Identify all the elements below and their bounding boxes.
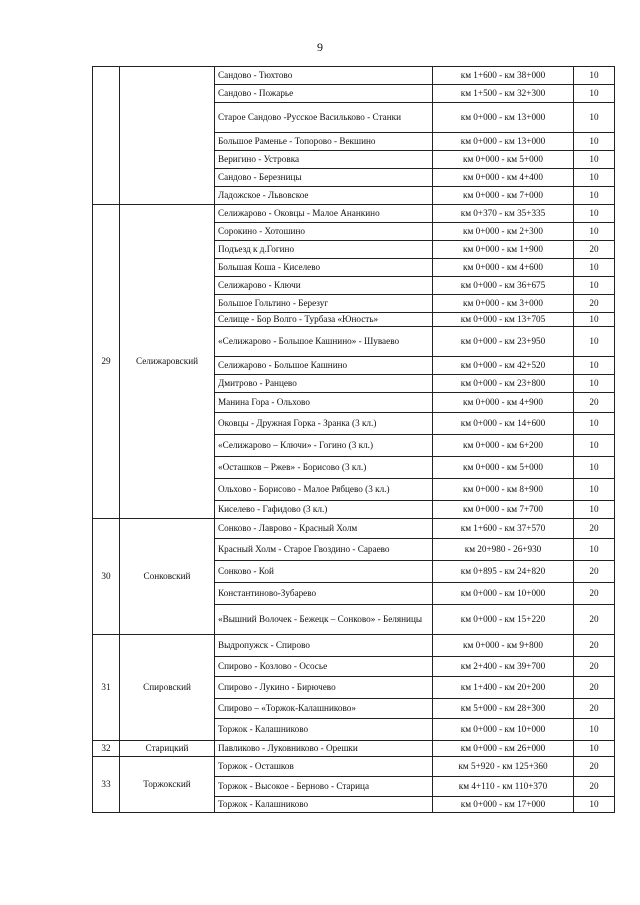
road-km-range: км 0+000 - км 3+000 bbox=[433, 295, 574, 313]
road-name: Сорокино - Хотошино bbox=[215, 223, 433, 241]
road-width: 10 bbox=[574, 259, 615, 277]
road-name: Сонково - Лаврово - Красный Холм bbox=[215, 519, 433, 539]
roads-table-body bbox=[93, 67, 615, 813]
district-name: Старицкий bbox=[120, 741, 215, 757]
road-width: 10 bbox=[574, 375, 615, 393]
road-width: 20 bbox=[574, 657, 615, 677]
road-width: 20 bbox=[574, 777, 615, 797]
road-km-range: км 0+000 - км 5+000 bbox=[433, 151, 574, 169]
road-km-range: км 4+110 - км 110+370 bbox=[433, 777, 574, 797]
road-km-range: км 0+000 - км 17+000 bbox=[433, 797, 574, 813]
road-name: «Селижарово - Большое Кашнино» - Шуваево bbox=[215, 327, 433, 357]
road-km-range: км 0+000 - км 26+000 bbox=[433, 741, 574, 757]
road-name: Селижарово - Оковцы - Малое Ананкино bbox=[215, 205, 433, 223]
district-number: 31 bbox=[93, 635, 120, 741]
road-width: 20 bbox=[574, 605, 615, 635]
road-name: Спирово - Козлово - Ососье bbox=[215, 657, 433, 677]
road-name: Торжок - Калашниково bbox=[215, 797, 433, 813]
district-number: 33 bbox=[93, 757, 120, 813]
road-km-range: км 0+000 - км 23+950 bbox=[433, 327, 574, 357]
road-name: Ладожское - Львовское bbox=[215, 187, 433, 205]
road-width: 20 bbox=[574, 241, 615, 259]
road-km-range: км 0+000 - км 13+705 bbox=[433, 313, 574, 327]
district-number: 32 bbox=[93, 741, 120, 757]
road-name: Веригино - Устровка bbox=[215, 151, 433, 169]
road-width: 10 bbox=[574, 67, 615, 85]
road-km-range: км 5+000 - км 28+300 bbox=[433, 699, 574, 719]
road-width: 10 bbox=[574, 435, 615, 457]
road-name: «Селижарово – Ключи» - Гогино (3 кл.) bbox=[215, 435, 433, 457]
road-name: Выдропужск - Спирово bbox=[215, 635, 433, 657]
road-width: 10 bbox=[574, 169, 615, 187]
road-width: 20 bbox=[574, 393, 615, 413]
road-name: Киселево - Гафидово (3 кл.) bbox=[215, 501, 433, 519]
road-width: 20 bbox=[574, 561, 615, 583]
road-km-range: км 0+000 - км 2+300 bbox=[433, 223, 574, 241]
road-km-range: км 1+600 - км 37+570 bbox=[433, 519, 574, 539]
table-row bbox=[93, 67, 615, 85]
road-km-range: км 0+000 - км 10+000 bbox=[433, 719, 574, 741]
road-width: 10 bbox=[574, 151, 615, 169]
road-name: Большая Коша - Киселево bbox=[215, 259, 433, 277]
road-km-range: км 0+000 - км 13+000 bbox=[433, 133, 574, 151]
road-width: 10 bbox=[574, 133, 615, 151]
roads-table bbox=[92, 66, 615, 813]
road-name: Селижарово - Большое Кашнино bbox=[215, 357, 433, 375]
road-width: 10 bbox=[574, 501, 615, 519]
road-km-range: км 0+000 - км 9+800 bbox=[433, 635, 574, 657]
road-km-range: км 0+370 - км 35+335 bbox=[433, 205, 574, 223]
road-name: Спирово – «Торжок-Калашниково» bbox=[215, 699, 433, 719]
district-name: Торжокский bbox=[120, 757, 215, 813]
table-row bbox=[93, 741, 615, 757]
road-name: Сандово - Пожарье bbox=[215, 85, 433, 103]
road-name: Большое Раменье - Топорово - Векшино bbox=[215, 133, 433, 151]
district-name: Спировский bbox=[120, 635, 215, 741]
table-row bbox=[93, 519, 615, 539]
road-width: 10 bbox=[574, 741, 615, 757]
road-width: 10 bbox=[574, 539, 615, 561]
road-name: Сандово - Тюхтово bbox=[215, 67, 433, 85]
road-width: 10 bbox=[574, 479, 615, 501]
road-width: 10 bbox=[574, 205, 615, 223]
road-width: 20 bbox=[574, 677, 615, 699]
road-km-range: км 0+000 - км 14+600 bbox=[433, 413, 574, 435]
road-width: 20 bbox=[574, 699, 615, 719]
road-width: 20 bbox=[574, 583, 615, 605]
road-km-range: км 0+000 - км 4+900 bbox=[433, 393, 574, 413]
road-km-range: км 0+000 - км 4+400 bbox=[433, 169, 574, 187]
district-name: Селижаровский bbox=[120, 205, 215, 519]
road-name: Павликово - Луковниково - Орешки bbox=[215, 741, 433, 757]
road-width: 10 bbox=[574, 327, 615, 357]
road-km-range: км 0+000 - км 7+700 bbox=[433, 501, 574, 519]
road-name: Старое Сандово -Русское Васильково - Станки bbox=[215, 103, 433, 133]
page-number: 9 bbox=[317, 40, 323, 54]
table-row bbox=[93, 757, 615, 777]
road-km-range: км 0+895 - км 24+820 bbox=[433, 561, 574, 583]
road-name: Спирово - Лукино - Бирючево bbox=[215, 677, 433, 699]
road-km-range: км 0+000 - км 15+220 bbox=[433, 605, 574, 635]
road-width: 10 bbox=[574, 103, 615, 133]
road-name: Сандово - Березницы bbox=[215, 169, 433, 187]
road-km-range: км 0+000 - км 23+800 bbox=[433, 375, 574, 393]
road-km-range: км 0+000 - км 1+900 bbox=[433, 241, 574, 259]
district-number: 29 bbox=[93, 205, 120, 519]
road-km-range: км 0+000 - км 5+000 bbox=[433, 457, 574, 479]
road-km-range: км 5+920 - км 125+360 bbox=[433, 757, 574, 777]
road-km-range: км 0+000 - км 13+000 bbox=[433, 103, 574, 133]
road-width: 10 bbox=[574, 357, 615, 375]
road-width: 20 bbox=[574, 757, 615, 777]
road-width: 10 bbox=[574, 457, 615, 479]
road-name: Ольхово - Борисово - Малое Рябцево (3 кл.) bbox=[215, 479, 433, 501]
road-width: 10 bbox=[574, 797, 615, 813]
road-km-range: км 1+400 - км 20+200 bbox=[433, 677, 574, 699]
road-km-range: км 2+400 - км 39+700 bbox=[433, 657, 574, 677]
road-km-range: км 1+500 - км 32+300 bbox=[433, 85, 574, 103]
road-km-range: км 1+600 - км 38+000 bbox=[433, 67, 574, 85]
road-width: 10 bbox=[574, 85, 615, 103]
road-width: 20 bbox=[574, 519, 615, 539]
road-width: 20 bbox=[574, 295, 615, 313]
road-km-range: км 0+000 - км 42+520 bbox=[433, 357, 574, 375]
district-number: 30 bbox=[93, 519, 120, 635]
road-name: Большое Гольтино - Березуг bbox=[215, 295, 433, 313]
road-name: Константиново-Зубарево bbox=[215, 583, 433, 605]
road-km-range: км 0+000 - км 7+000 bbox=[433, 187, 574, 205]
road-width: 10 bbox=[574, 313, 615, 327]
road-km-range: км 0+000 - км 36+675 bbox=[433, 277, 574, 295]
road-name: Торжок - Калашниково bbox=[215, 719, 433, 741]
district-name bbox=[120, 67, 215, 205]
road-width: 10 bbox=[574, 719, 615, 741]
district-number bbox=[93, 67, 120, 205]
road-km-range: км 0+000 - км 8+900 bbox=[433, 479, 574, 501]
road-name: «Осташков – Ржев» - Борисово (3 кл.) bbox=[215, 457, 433, 479]
road-name: Дмитрово - Ранцево bbox=[215, 375, 433, 393]
road-name: «Вышний Волочек - Бежецк – Сонково» - Беляницы bbox=[215, 605, 433, 635]
road-width: 10 bbox=[574, 187, 615, 205]
road-width: 10 bbox=[574, 277, 615, 295]
road-width: 10 bbox=[574, 223, 615, 241]
road-name: Подъезд к д.Гогино bbox=[215, 241, 433, 259]
road-width: 20 bbox=[574, 635, 615, 657]
district-name: Сонковский bbox=[120, 519, 215, 635]
road-name: Торжок - Осташков bbox=[215, 757, 433, 777]
road-km-range: км 20+980 - 26+930 bbox=[433, 539, 574, 561]
road-km-range: км 0+000 - км 6+200 bbox=[433, 435, 574, 457]
road-width: 10 bbox=[574, 413, 615, 435]
road-name: Торжок - Высокое - Берново - Старица bbox=[215, 777, 433, 797]
road-km-range: км 0+000 - км 10+000 bbox=[433, 583, 574, 605]
road-name: Оковцы - Дружная Горка - Зранка (3 кл.) bbox=[215, 413, 433, 435]
table-row bbox=[93, 205, 615, 223]
road-name: Красный Холм - Старое Гвоздино - Сараево bbox=[215, 539, 433, 561]
road-name: Манина Гора - Ольхово bbox=[215, 393, 433, 413]
table-row bbox=[93, 635, 615, 657]
road-name: Сонково - Кой bbox=[215, 561, 433, 583]
road-km-range: км 0+000 - км 4+600 bbox=[433, 259, 574, 277]
road-name: Селище - Бор Волго - Турбаза «Юность» bbox=[215, 313, 433, 327]
road-name: Селижарово - Ключи bbox=[215, 277, 433, 295]
